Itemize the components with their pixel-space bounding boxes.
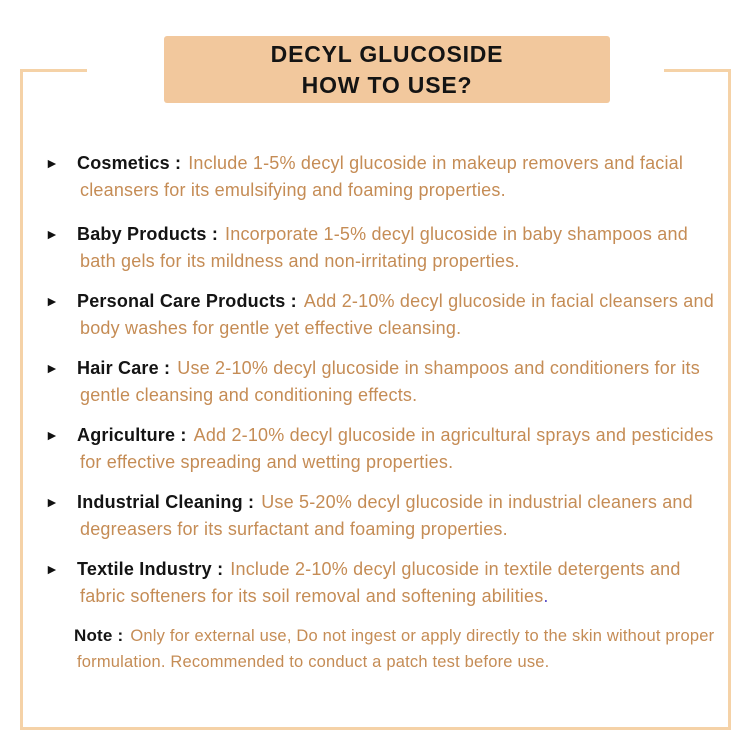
item-line2: for effective spreading and wetting properties. (80, 452, 454, 472)
list-item-text (77, 489, 693, 543)
item-label: Baby Products : (77, 224, 219, 244)
list-item-textile-industry (45, 556, 730, 610)
item-line1: Add 2-10% decyl glucoside in agricultural sprays and pesticides (193, 425, 714, 445)
bullet-arrow-icon: ► (45, 155, 59, 171)
usage-list (45, 150, 730, 675)
list-item-text (77, 150, 683, 204)
item-label: Industrial Cleaning : (77, 492, 255, 512)
note-label: Note : (74, 626, 124, 645)
frame-bottom-line (20, 727, 731, 730)
accent-period: . (543, 586, 549, 606)
list-item-industrial-cleaning (45, 489, 730, 543)
item-line1: Incorporate 1-5% decyl glucoside in baby shampoos and (225, 224, 688, 244)
item-line2: cleansers for its emulsifying and foaming properties. (80, 180, 506, 200)
list-item-text (77, 556, 681, 610)
item-line2: body washes for gentle yet effective cleansing. (80, 318, 462, 338)
item-label: Agriculture : (77, 425, 187, 445)
bullet-arrow-icon: ► (45, 561, 59, 577)
page-title-line1: DECYL GLUCOSIDE (270, 40, 504, 67)
frame-top-left-arm (20, 69, 87, 72)
list-item-text (77, 221, 688, 275)
item-label: Personal Care Products : (77, 291, 297, 311)
note-block (74, 623, 730, 675)
list-item-text (77, 355, 700, 409)
list-item-text (77, 422, 714, 476)
item-line1: Use 2-10% decyl glucoside in shampoos and conditioners for its (177, 358, 700, 378)
list-item-hair-care (45, 355, 730, 409)
list-item-cosmetics (45, 150, 730, 204)
item-line2: gentle cleansing and conditioning effects. (80, 385, 418, 405)
bullet-arrow-icon: ► (45, 293, 59, 309)
note-line2: formulation. Recommended to conduct a patch test before use. (77, 653, 550, 671)
list-item-baby-products (45, 221, 730, 275)
list-item-personal-care (45, 288, 730, 342)
page-title-line2: HOW TO USE? (301, 71, 473, 98)
item-line1: Use 5-20% decyl glucoside in industrial cleaners and (261, 492, 693, 512)
bullet-arrow-icon: ► (45, 360, 59, 376)
item-line1: Include 2-10% decyl glucoside in textile detergents and (230, 559, 681, 579)
item-line2: fabric softeners for its soil removal and softening abilities. (80, 586, 549, 606)
frame-left-line (20, 69, 23, 730)
bullet-arrow-icon: ► (45, 427, 59, 443)
note-line1: Only for external use, Do not ingest or apply directly to the skin without proper (130, 627, 715, 645)
list-item-agriculture (45, 422, 730, 476)
item-label: Cosmetics : (77, 153, 182, 173)
item-line2: bath gels for its mildness and non-irritating properties. (80, 251, 520, 271)
item-line1: Add 2-10% decyl glucoside in facial cleansers and (303, 291, 714, 311)
item-label: Hair Care : (77, 358, 171, 378)
bullet-arrow-icon: ► (45, 494, 59, 510)
bullet-arrow-icon: ► (45, 226, 59, 242)
item-label: Textile Industry : (77, 559, 224, 579)
item-line2: degreasers for its surfactant and foaming properties. (80, 519, 508, 539)
list-item-text (77, 288, 714, 342)
title-box (164, 36, 610, 103)
frame-top-right-arm (664, 69, 731, 72)
item-line1: Include 1-5% decyl glucoside in makeup removers and facial (188, 153, 684, 173)
